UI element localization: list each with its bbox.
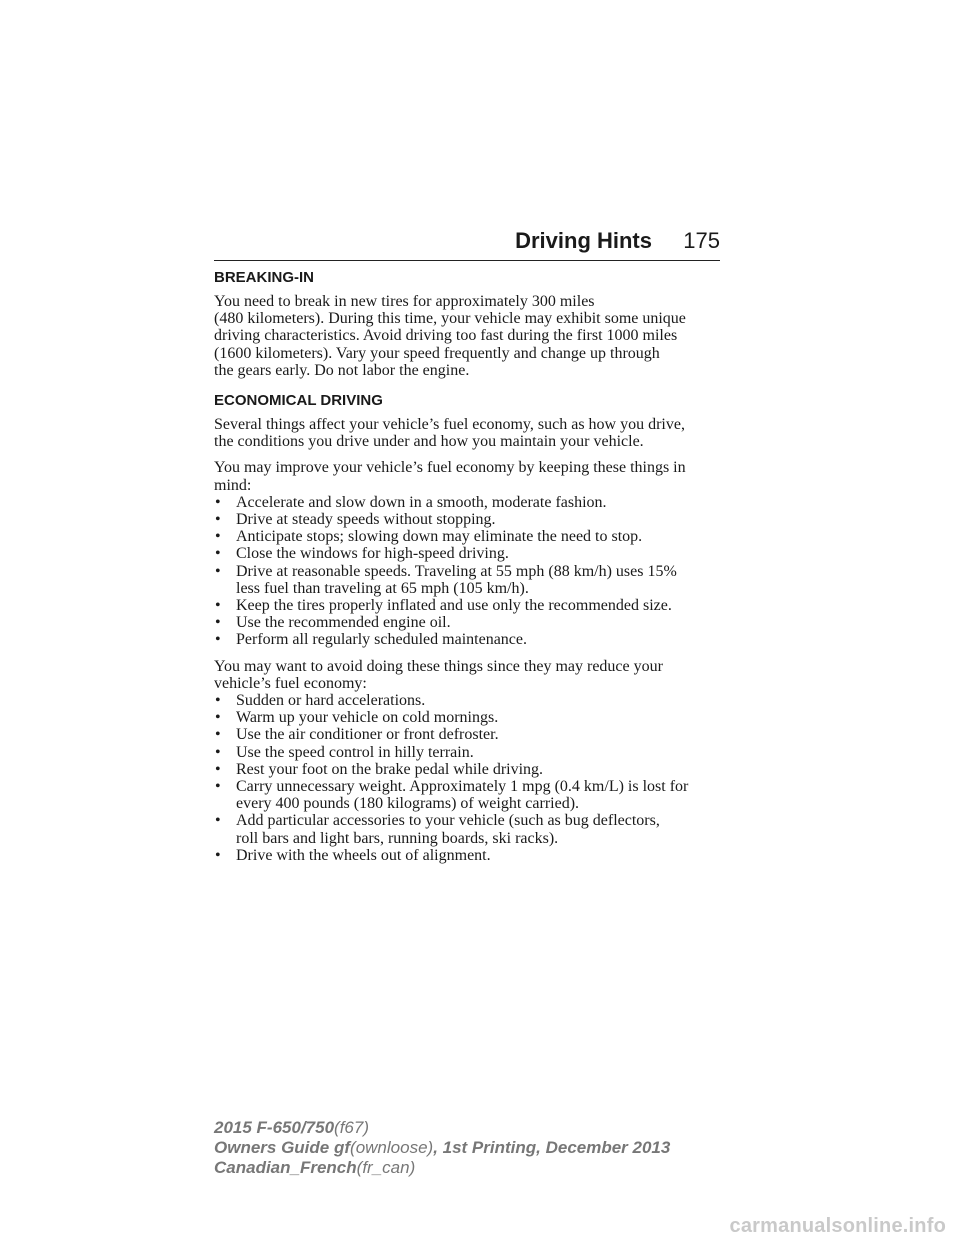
list-item xyxy=(214,597,724,614)
section-heading: BREAKING-IN xyxy=(214,269,314,286)
list-intro: You may improve your vehicle’s fuel economy by keeping these things in mind: xyxy=(214,459,686,494)
reduce-economy-list xyxy=(214,692,724,864)
footer-language-code: (fr_can) xyxy=(356,1158,416,1177)
bullet: • xyxy=(215,760,221,778)
bullet: • xyxy=(215,692,221,710)
list-item-text: Drive at reasonable speeds. Traveling at 55 mph (88 km/h) uses 15% less fuel than traveling at 65 mph (105 km/h). xyxy=(236,562,677,597)
list-item xyxy=(214,761,724,778)
list-item xyxy=(214,545,724,562)
bullet: • xyxy=(215,528,221,546)
bullet: • xyxy=(215,631,221,649)
list-item xyxy=(214,494,724,511)
footer-line-language xyxy=(214,1158,670,1178)
list-item-text: Warm up your vehicle on cold mornings. xyxy=(236,709,499,727)
bullet: • xyxy=(215,511,221,529)
page-content xyxy=(214,268,724,873)
bullet: • xyxy=(215,614,221,632)
list-item xyxy=(214,563,724,597)
chapter-title: Driving Hints xyxy=(515,228,652,253)
list-item-text: Carry unnecessary weight. Approximately 1 mpg (0.4 km/L) is lost for every 400 pounds (180 kilograms) of weight carried). xyxy=(236,778,689,813)
list-item xyxy=(214,778,724,812)
page-number: 175 xyxy=(683,228,720,253)
list-item-text: Add particular accessories to your vehicle (such as bug deflectors, roll bars and light bars, running boards, ski racks). xyxy=(236,812,660,847)
section-economical-driving xyxy=(214,391,724,864)
footer-model: 2015 F-650/750 xyxy=(214,1118,335,1137)
paragraph: Several things affect your vehicle’s fuel economy, such as how you drive, the conditions you drive under and how you maintain your vehicle. xyxy=(214,416,685,451)
section-breaking-in xyxy=(214,268,724,379)
bullet: • xyxy=(215,493,221,511)
bullet: • xyxy=(215,743,221,761)
footer-model-code: (f67) xyxy=(334,1118,370,1137)
list-item xyxy=(214,726,724,743)
bullet: • xyxy=(215,597,221,615)
list-item xyxy=(214,847,724,864)
list-item xyxy=(214,631,724,648)
footer-guide: Owners Guide gf xyxy=(214,1138,351,1157)
list-item xyxy=(214,709,724,726)
list-item-text: Perform all regularly scheduled maintenance. xyxy=(236,631,527,649)
bullet: • xyxy=(215,812,221,830)
list-item-text: Drive with the wheels out of alignment. xyxy=(236,846,491,864)
bullet: • xyxy=(215,709,221,727)
site-watermark: carmanualsonline.info xyxy=(729,1215,946,1237)
improve-economy-list xyxy=(214,494,724,649)
footer-language: Canadian_French xyxy=(214,1158,357,1177)
bullet: • xyxy=(215,562,221,580)
list-item-text: Accelerate and slow down in a smooth, moderate fashion. xyxy=(236,493,607,511)
print-footer xyxy=(214,1118,670,1178)
footer-line-model xyxy=(214,1118,670,1138)
list-item-text: Anticipate stops; slowing down may eliminate the need to stop. xyxy=(236,528,643,546)
list-item xyxy=(214,692,724,709)
list-item-text: Rest your foot on the brake pedal while driving. xyxy=(236,760,544,778)
list-item xyxy=(214,614,724,631)
footer-line-guide xyxy=(214,1138,670,1158)
list-item-text: Use the speed control in hilly terrain. xyxy=(236,743,474,761)
list-item xyxy=(214,528,724,545)
bullet: • xyxy=(215,846,221,864)
bullet: • xyxy=(215,726,221,744)
list-item-text: Keep the tires properly inflated and use only the recommended size. xyxy=(236,597,672,615)
bullet: • xyxy=(215,545,221,563)
footer-guide-code: (ownloose) xyxy=(350,1138,434,1157)
list-item xyxy=(214,511,724,528)
list-item xyxy=(214,812,724,846)
list-item-text: Use the air conditioner or front defroster. xyxy=(236,726,499,744)
footer-printing: , 1st Printing, December 2013 xyxy=(433,1138,671,1157)
page-header xyxy=(214,226,720,261)
list-item-text: Sudden or hard accelerations. xyxy=(236,692,426,710)
section-heading: ECONOMICAL DRIVING xyxy=(214,392,383,410)
paragraph: You need to break in new tires for approximately 300 miles (480 kilometers). During this time, your vehicle may exhibit some unique driving characteristics. Avoid driving too fast during the first 1000 miles (1600 kilometers). Vary your speed frequently and change up through the gears early. Do not labor the engine. xyxy=(214,293,686,379)
list-item-text: Close the windows for high-speed driving. xyxy=(236,545,509,563)
list-intro: You may want to avoid doing these things since they may reduce your vehicle’s fuel economy: xyxy=(214,657,663,692)
list-item xyxy=(214,744,724,761)
list-item-text: Use the recommended engine oil. xyxy=(236,614,451,632)
bullet: • xyxy=(215,778,221,796)
list-item-text: Drive at steady speeds without stopping. xyxy=(236,511,496,529)
